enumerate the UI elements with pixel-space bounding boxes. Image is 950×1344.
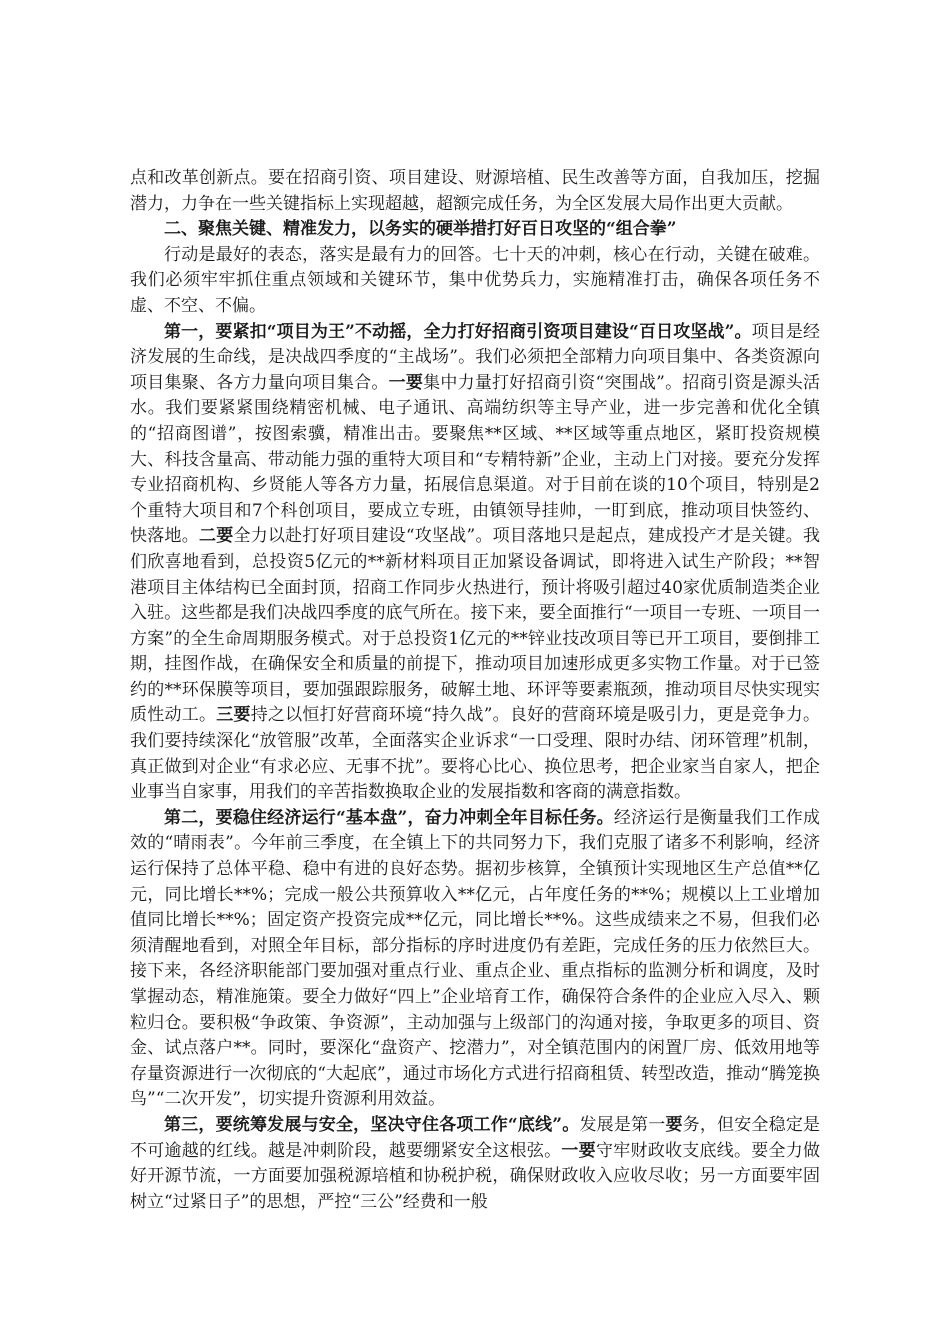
paragraph-5-keyword-1: 要 xyxy=(665,1114,683,1135)
paragraph-3 xyxy=(130,320,820,806)
paragraph-5-text-1: 发展是第一 xyxy=(579,1114,666,1135)
paragraph-3-keyword-2: 二要 xyxy=(198,526,234,547)
paragraph-5-keyword-2: 一要 xyxy=(561,1140,596,1161)
paragraph-4-lead: 第二，要稳住经济运行“基本盘”，奋力冲刺全年目标任务。 xyxy=(164,807,614,828)
paragraph-3-lead: 第一，要紧扣“项目为王”不动摇，全力打好招商引资项目建设“百日攻坚战”。 xyxy=(164,321,752,342)
paragraph-3-text-4: 持之以恒打好营商环境“持久战”。良好的营商环境是吸引力，更是竞争力。我们要持续深化“放管服”改革，全面落实企业诉求“一口受理、限时办结、闭环管理”机制，真正做到对企业“有求必应、无事不扰”。要将心比心、换位思考，把企业家当自家人，把企业事当自家事，用我们的辛苦指数换取企业的发展指数和客商的满意指数。 xyxy=(130,705,820,803)
paragraph-5-text-3: 守牢财政收支底线。要全力做好开源节流，一方面要加强税源培植和协税护税，确保财政收入应收尽收；另一方面要牢固树立“过紧日子”的思想，严控“三公”经费和一般 xyxy=(130,1140,821,1212)
paragraph-3-text-1: 项目是经济发展的生命线，是决战四季度的“主战场”。我们必须把全部精力向项目集中、各类资源向项目集聚、各方力量向项目集合。 xyxy=(130,321,820,393)
section-heading-2: 二、聚焦关键、精准发力，以务实的硬举措打好百日攻坚的“组合拳” xyxy=(164,219,677,240)
paragraph-2: 行动是最好的表态，落实是最有力的回答。七十天的冲刺，核心在行动，关键在破难。我们必须牢牢抓住重点领域和关键环节，集中优势兵力，实施精准打击，确保各项任务不虚、不空、不偏。 xyxy=(130,244,820,316)
paragraph-5-lead: 第三，要统筹发展与安全，坚决守住各项工作“底线”。 xyxy=(164,1114,580,1135)
paragraph-5-text-2: 务，但安全稳定是不可逾越的红线。越是冲刺阶段，越要绷紧安全这根弦。 xyxy=(130,1114,821,1161)
paragraph-5 xyxy=(130,1113,820,1215)
paragraph-3-text-3: 全力以赴打好项目建设“攻坚战”。项目落地只是起点，建成投产才是关键。我们欣喜地看到，总投资5亿元的**新材料项目正加紧设备调试，即将进入试生产阶段；**智港项目主体结构已全面封顶，招商工作同步火热进行，预计将吸引超过40家优质制造类企业入驻。这些都是我们决战四季度的底气所在。接下来，要全面推行“一项目一专班、一项目一方案”的全生命周期服务模式。对于总投资1亿元的**锌业技改项目等已开工项目，要倒排工期，挂图作战，在确保安全和质量的前提下，推动项目加速形成更多实物工作量。对于已签约的**环保膜等项目，要加强跟踪服务，破解土地、环评等要素瓶颈，推动项目尽快实现实质性动工。 xyxy=(130,526,821,726)
paragraph-4-text-1: 经济运行是衡量我们工作成效的“晴雨表”。今年前三季度，在全镇上下的共同努力下，我们克服了诸多不利影响，经济运行保持了总体平稳、稳中有进的良好态势。据初步核算，全镇预计实现地区生产总值**亿元，同比增长**%；完成一般公共预算收入**亿元，占年度任务的**%；规模以上工业增加值同比增长**%；固定资产投资完成**亿元，同比增长**%。这些成绩来之不易，但我们必须清醒地看到，对照全年目标，部分指标的序时进度仍有差距，完成任务的压力依然巨大。接下来，各经济职能部门要加强对重点行业、重点企业、重点指标的监测分析和调度，及时掌握动态，精准施策。要全力做好“四上”企业培育工作，确保符合条件的企业应入尽入、颗粒归仓。要积极“争政策、争资源”，主动加强与上级部门的沟通对接，争取更多的项目、资金、试点落户**。同时，要深化“盘资产、挖潜力”，对全镇范围内的闲置厂房、低效用地等存量资源进行一次彻底的“大起底”，通过市场化方式进行招商租赁、转型改造，推动“腾笼换鸟”“二次开发”，切实提升资源利用效益。 xyxy=(130,807,820,1110)
paragraph-3-text-2: 集中力量打好招商引资“突围战”。招商引资是源头活水。我们要紧紧围绕精密机械、电子通讯、高端纺织等主导产业，进一步完善和优化全镇的“招商图谱”，按图索骥，精准出击。要聚焦**区域、**区域等重点地区，紧盯投资规模大、科技含量高、带动能力强的重特大项目和“专精特新”企业，主动上门对接。要充分发挥专业招商机构、乡贤能人等各方力量，拓展信息渠道。对于目前在谈的10个项目，特别是2个重特大项目和7个科创项目，要成立专班，由镇领导挂帅，一盯到底，推动项目快签约、快落地。 xyxy=(130,372,820,547)
paragraph-3-keyword-3: 三要 xyxy=(216,705,251,726)
paragraph-4 xyxy=(130,806,820,1113)
paragraph-1: 点和改革创新点。要在招商引资、项目建设、财源培植、民生改善等方面，自我加压，挖掘潜力，力争在一些关键指标上实现超越，超额完成任务，为全区发展大局作出更大贡献。 xyxy=(130,168,820,214)
paragraph-3-keyword-1: 一要 xyxy=(388,372,424,393)
